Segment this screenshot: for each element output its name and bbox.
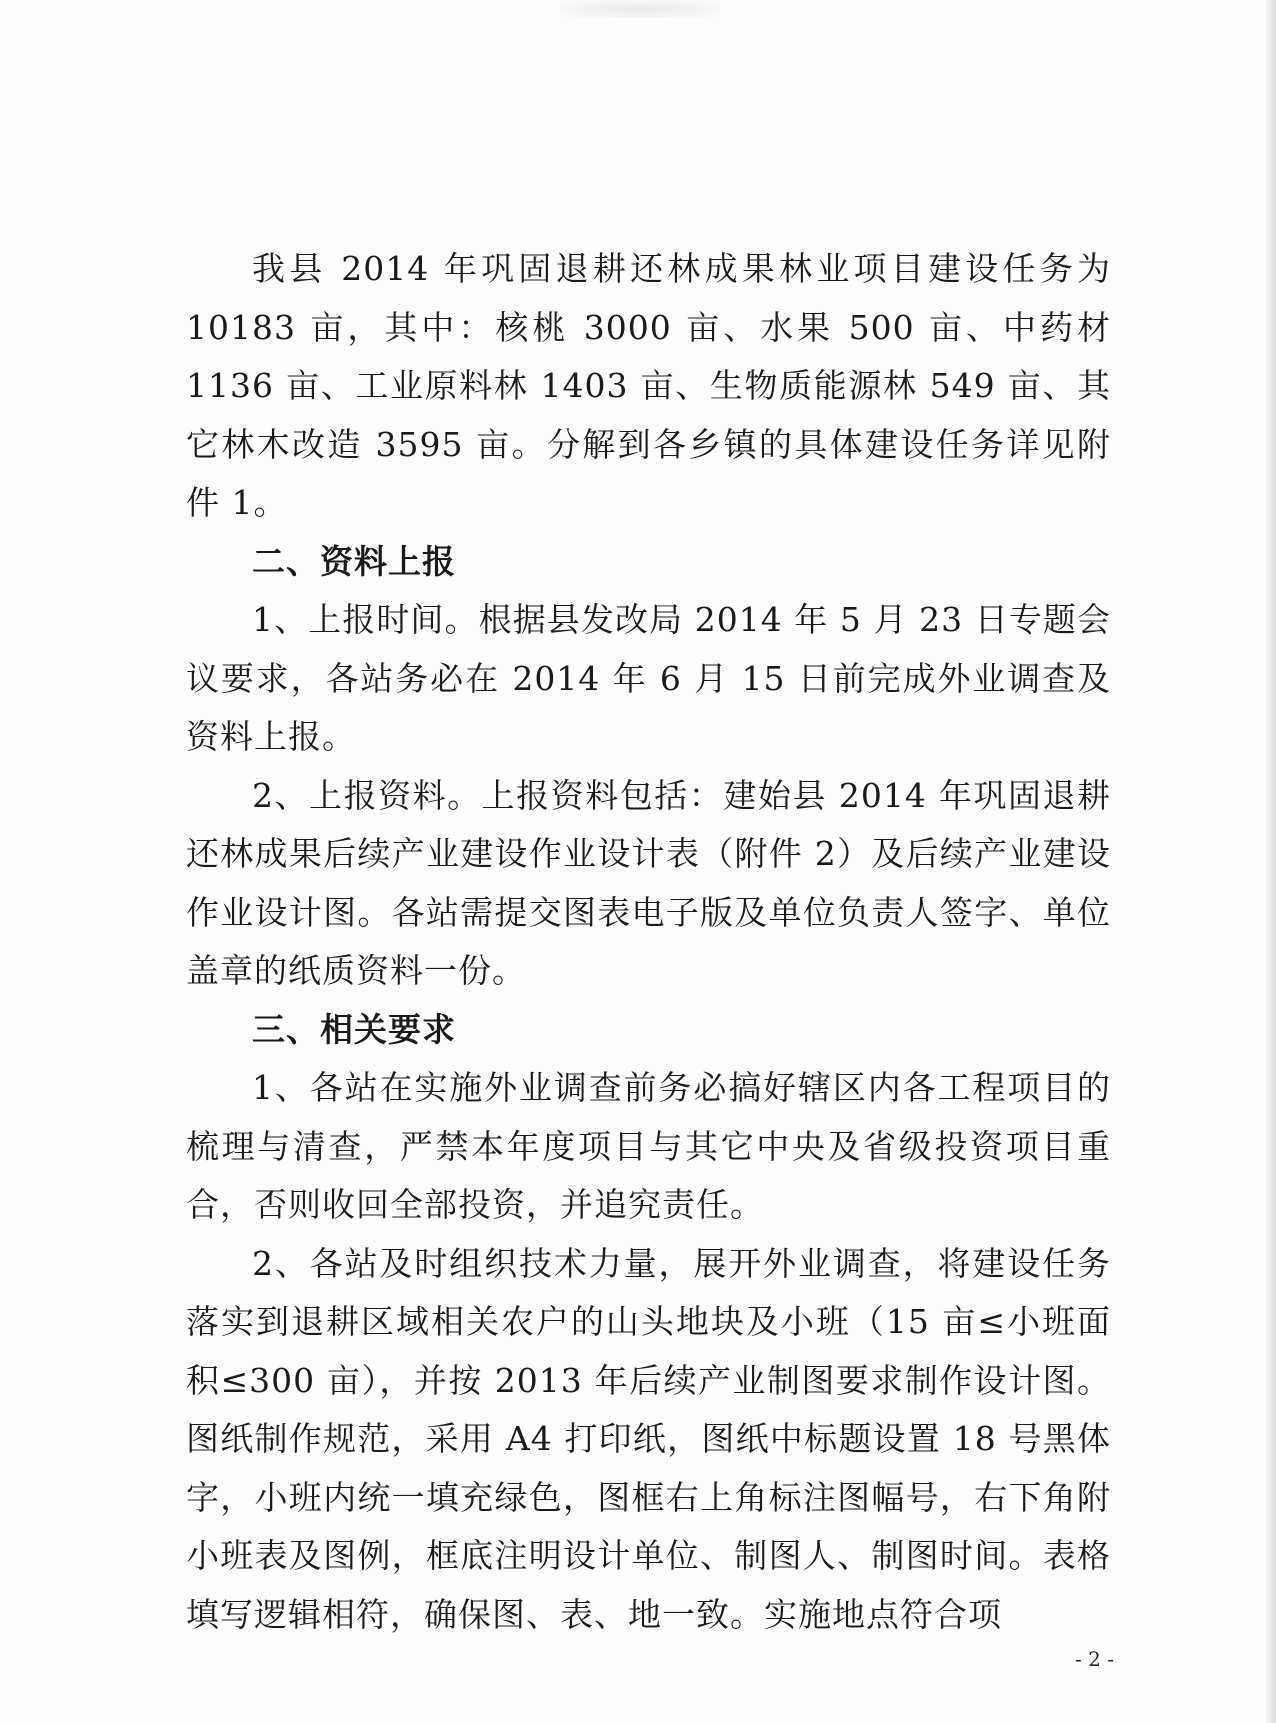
report-materials-paragraph: 2、上报资料。上报资料包括：建始县 2014 年巩固退耕还林成果后续产业建设作业设计表（附件 2）及后续产业建设作业设计图。各站需提交图表电子版及单位负责人签字、单位盖章的纸质资料一份。 bbox=[186, 775, 1111, 990]
document-body bbox=[186, 240, 1111, 1644]
requirement-2-paragraph: 2、各站及时组织技术力量，展开外业调查，将建设任务落实到退耕区域相关农户的山头地块及小班（15 亩≤小班面积≤300 亩），并按 2013 年后续产业制图要求制作设计图。图纸制作规范，采用 A4 打印纸，图纸中标题设置 18 号黑体字，小班内统一填充绿色，图框右上角标注图幅号，右下角附小班表及图例，框底注明设计单位、制图人、制图时间。表格填写逻辑相符，确保图、表、地一致。实施地点符合项 bbox=[186, 1243, 1111, 1634]
intro-paragraph: 我县 2014 年巩固退耕还林成果林业项目建设任务为 10183 亩，其中：核桃 3000 亩、水果 500 亩、中药材 1136 亩、工业原料林 1403 亩、生物质能源林 549 亩、其它林木改造 3595 亩。分解到各乡镇的具体建设任务详见附件 1。 bbox=[186, 249, 1111, 522]
section-heading-3: 三、相关要求 bbox=[252, 1009, 456, 1049]
requirement-1-paragraph: 1、各站在实施外业调查前务必搞好辖区内各工程项目的梳理与清查，严禁本年度项目与其它中央及省级投资项目重合，否则收回全部投资，并追究责任。 bbox=[186, 1068, 1111, 1224]
page-number: - 2 - bbox=[1075, 1647, 1114, 1671]
scan-smudge bbox=[560, 0, 720, 18]
scan-edge-shadow bbox=[1266, 0, 1276, 1723]
report-time-paragraph: 1、上报时间。根据县发改局 2014 年 5 月 23 日专题会议要求，各站务必在 2014 年 6 月 15 日前完成外业调查及资料上报。 bbox=[186, 600, 1111, 756]
section-heading-2: 二、资料上报 bbox=[252, 541, 456, 581]
